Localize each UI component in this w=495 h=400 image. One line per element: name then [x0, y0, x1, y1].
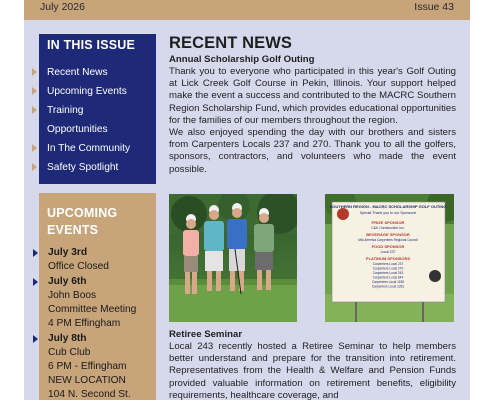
golf-outing-paragraph-2: We also enjoyed spending the day with our brothers and sisters from Carpenters Locals 237 and 270. Thank you to all the golfers, sponsors, contractors, and volunteers who made the event possible.	[169, 127, 456, 175]
arrow-right-icon	[32, 68, 37, 76]
banner-title: SOUTHERN REGION - MACRC SCHOLARSHIP GOLF OUTING	[329, 204, 447, 209]
event-line: Committee Meeting	[48, 304, 137, 315]
recent-news-title: RECENT NEWS	[169, 34, 293, 52]
retiree-seminar-paragraph: Local 243 recently hosted a Retiree Seminar to help members better understand and prepare for the transition into retirement. Representatives from the Health & Welfare and Pension Funds provided valuable information on retirement benefits, eligibility requirements, healthcare coverage, and	[169, 341, 456, 400]
banner-beverage-name: Mid-America Carpenters Regional Council	[358, 238, 418, 242]
banner-platinum-name: Carpenters Local 644	[372, 275, 404, 280]
event-line: NEW LOCATION	[48, 375, 126, 386]
event-line: 4 PM Effingham	[48, 318, 121, 329]
issue-number: Issue 43	[414, 1, 454, 13]
issue-nav-list	[39, 63, 156, 177]
upcoming-events-box	[39, 193, 156, 400]
nav-item-in-the-community[interactable]: In The Community	[39, 139, 156, 158]
header-bar	[24, 0, 470, 20]
arrow-right-icon	[33, 249, 38, 257]
banner-platinum-name: Carpenters Local 237	[372, 262, 404, 266]
event-line: Cub Club	[48, 347, 91, 358]
arrow-right-icon	[33, 335, 38, 343]
golf-outing-paragraph-1: Thank you to everyone who participated in this year's Golf Outing at Lick Creek Golf Course in Pekin, Illinois. Your support helped make the event a success and contributed to the MACRC Southern Region Scholarship Fund, which provides educational opportunities for the families of our members throughout the region.	[169, 66, 456, 126]
banner-prize-name: C&K Construction Inc.	[371, 226, 405, 230]
event-line: Office Closed	[48, 261, 109, 272]
banner-subtitle: Special Thank you to our Sponsors!	[359, 211, 417, 215]
event-line: John Boos	[48, 290, 97, 301]
recent-news-section	[169, 34, 456, 176]
event-line: 6 PM - Effingham	[48, 361, 127, 372]
banner-platinum-sponsors: PLATINUM SPONSORS	[365, 256, 411, 261]
nav-item-opportunities[interactable]: Opportunities	[47, 124, 108, 135]
banner-platinum-name: Carpenters Local 270	[372, 266, 404, 271]
nav-item-safety-spotlight[interactable]: Safety Spotlight	[39, 158, 156, 177]
banner-platinum-name: Carpenters Local 1185	[371, 280, 405, 284]
retiree-seminar-heading: Retiree Seminar	[169, 329, 243, 340]
banner-beverage-sponsor: BEVERAGE SPONSOR	[366, 232, 410, 237]
golf-outing-heading: Annual Scholarship Golf Outing	[169, 54, 315, 65]
event-line: 104 N. Second St.	[48, 389, 131, 400]
banner-platinum-name: Carpenters Local 1361	[371, 284, 405, 289]
event-date: July 6th	[39, 275, 156, 289]
banner-platinum-name: Carpenters Local 243	[372, 271, 404, 275]
upcoming-events-title: UPCOMING EVENTS	[47, 206, 118, 237]
in-this-issue-box	[39, 34, 156, 184]
arrow-right-icon	[32, 144, 37, 152]
nav-item-training[interactable]: Training	[39, 101, 156, 120]
arrow-right-icon	[32, 163, 37, 171]
event-date: July 3rd	[39, 246, 156, 260]
in-this-issue-title: IN THIS ISSUE	[47, 38, 136, 52]
event-date: July 8th	[39, 332, 156, 346]
nav-item-upcoming-events[interactable]: Upcoming Events	[39, 82, 156, 101]
sponsor-banner-image	[325, 194, 454, 322]
arrow-right-icon	[32, 106, 37, 114]
banner-food-sponsor: FOOD SPONSOR	[371, 244, 405, 249]
golfers-photo-image	[169, 194, 297, 322]
retiree-seminar-section	[169, 329, 456, 400]
golfers-photo	[169, 194, 297, 322]
arrow-right-icon	[32, 87, 37, 95]
banner-food-name: Local 237	[380, 250, 396, 254]
banner-prize-sponsor: PRIZE SPONSOR	[371, 220, 405, 225]
issue-date: July 2026	[40, 1, 85, 13]
sponsor-banner-photo	[325, 194, 454, 322]
arrow-right-icon	[33, 278, 38, 286]
nav-item-recent-news[interactable]: Recent News	[39, 63, 156, 82]
